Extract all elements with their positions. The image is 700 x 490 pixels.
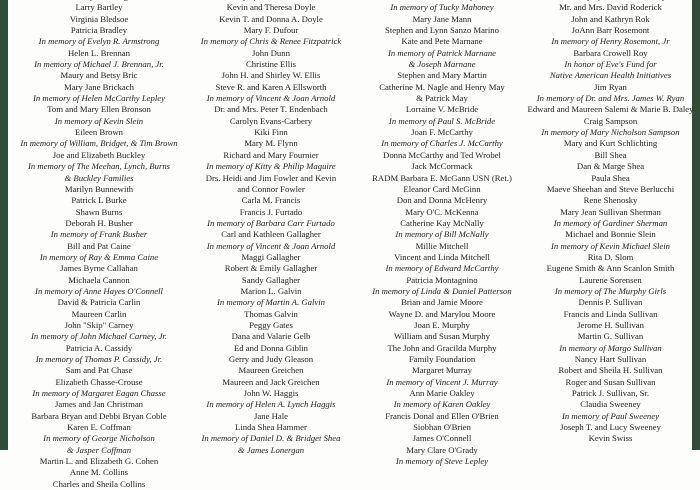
memorial-note: Native American Health Initiatives <box>549 70 672 81</box>
donor-name: James Byrne Callahan <box>60 263 138 274</box>
donor-name: John and Kathryn Rok <box>571 13 650 24</box>
donor-name: Marilyn Bunnewith <box>64 183 134 194</box>
memorial-note: In memory of Kevin Michael Slein <box>551 240 670 251</box>
donor-name: Joseph T. and Lucy Sweeney <box>560 422 661 433</box>
donor-name: Paula Shea <box>591 172 630 183</box>
donor-name: Mary F. Dufour <box>243 25 299 36</box>
donor-name: Donna McCarthy and Ted Wrobel <box>383 149 501 160</box>
memorial-note: In memory of Vincent & Joan Arnold <box>206 240 336 251</box>
donor-name: Francis Donal and Ellen O'Brien <box>385 410 499 421</box>
donor-name: David & Patricia Carlin <box>57 297 141 308</box>
donor-name: Helen L. Brennan <box>68 47 130 58</box>
donor-name: Christine Ellis <box>246 59 296 70</box>
donor-name: William and Susan Murphy <box>394 331 490 342</box>
memorial-note: & James Lonergan <box>237 444 305 455</box>
donor-name: and Connor Fowler <box>237 183 305 194</box>
donor-name: Maureen Greichen <box>238 365 304 376</box>
donor-name: Patricia Montagnino <box>406 274 478 285</box>
memorial-note: In memory of Thomas P. Cassidy, Jr. <box>35 354 163 364</box>
donor-name: & Patrick May <box>416 93 468 104</box>
donor-name: Maury and Betsy Bric <box>60 70 138 81</box>
donor-name: Vincent and Linda Mitchell <box>394 251 490 262</box>
donor-name: Brian and Jamie Moore <box>401 297 483 308</box>
donor-name: Karen E. Coffman <box>67 422 131 433</box>
donor-name: Wayne D. and Marylou Moore <box>388 308 496 319</box>
donor-name: Patrick J. Sullivan, Sr. <box>571 388 650 399</box>
memorial-note: In memory of Dr. and Mrs. James W. Ryan <box>536 93 685 104</box>
donor-name: Eileen Brown <box>74 127 123 138</box>
memorial-note: & Buckley Families <box>64 172 134 183</box>
donor-name: Patricia A. Cassidy <box>65 342 133 353</box>
memorial-note: In memory of Bill McNally <box>395 229 489 240</box>
memorial-note: In memory of Karen Oakley <box>393 399 491 410</box>
donor-name: John "Skip" Carney <box>64 319 134 330</box>
donor-name: Rene Shenosky <box>583 195 638 206</box>
memorial-note: In memory of Vincent & Joan Arnold <box>206 93 336 104</box>
donor-name: Barbara Bryan and Debbi Bryan Coble <box>31 410 167 421</box>
donor-name: Mary M. Flynn <box>244 138 298 149</box>
donor-name: Richard and Mary Fournier <box>223 149 319 160</box>
donor-name: Dr. and Mrs. Peter T. Endenbach <box>214 104 328 115</box>
donor-name: Francis and Linda Sullivan <box>563 308 658 319</box>
memorial-note: In honor of Eve's Fund for <box>564 59 657 70</box>
memorial-note: In memory of Helen A. Lynch Haggis <box>206 399 336 410</box>
memorial-note: In memory of Daniel D. & Bridget Shea <box>201 433 341 444</box>
donor-name: Family Foundation <box>408 354 476 364</box>
memorial-note: In memory of William, Bridget, & Tim Brown <box>20 138 178 149</box>
donor-name: Sam and Pat Chase <box>65 365 133 376</box>
donor-name: Claudia Sweeney <box>580 399 641 410</box>
right-border-bar <box>692 0 700 450</box>
donor-name: Deborah H. Busher <box>65 217 133 228</box>
donor-name: Kiki Finn <box>254 127 288 138</box>
donor-name: Carl and Kathleen Gallagher <box>221 229 321 240</box>
donor-name: Gerry and Judy Gleason <box>228 354 314 364</box>
memorial-note: In memory of Gardiner Sherman <box>553 217 668 228</box>
memorial-note: In memory of Patrick Marnane <box>387 47 497 58</box>
donor-column-3 <box>358 0 526 467</box>
donor-name: JoAnn Barr Rosemont <box>571 25 650 36</box>
donor-name: Jack McCormack <box>411 161 473 172</box>
memorial-note: In memory of Barbara Carr Furtado <box>207 217 335 228</box>
donor-name: John W. Haggis <box>243 388 299 399</box>
donor-name: Michaela Cannon <box>68 274 130 285</box>
donor-name: Bill Shea <box>594 149 627 160</box>
donor-name: Patrick L Burke <box>71 195 127 206</box>
memorial-note: In memory of The Meehan, Lynch, Burns <box>27 161 171 172</box>
donor-name: Mary O'C. McKenna <box>405 206 479 217</box>
donor-name: Mary Jean Sullivan Sherman <box>560 206 661 217</box>
donor-name: Ed and Donna Giblin <box>233 342 309 353</box>
donor-name: Eleanor Card McGinn <box>403 183 481 194</box>
donor-name: Siobhan O'Brien <box>413 422 471 433</box>
donor-name: Maggi Gallagher <box>241 251 301 262</box>
donor-name: Drs. Heidi and Jim Fowler and Kevin <box>205 172 337 183</box>
donor-name: Michael and Bonnie Slein <box>565 229 656 240</box>
donor-column-4 <box>528 0 693 445</box>
donor-name: John Dunn <box>252 47 290 58</box>
donor-name: Craig Sampson <box>583 115 638 126</box>
donor-name: Linda Shea Hammer <box>235 422 307 433</box>
donor-name: Eugene Smith & Ann Scanlon Smith <box>546 263 675 274</box>
donor-name: Don and Donna McHenry <box>396 195 488 206</box>
memorial-note: In memory of Edward McCarthy <box>385 263 499 274</box>
donor-name: Patricia Bradley <box>70 25 128 36</box>
donor-name: Margaret Murray <box>412 365 472 376</box>
memorial-note: In memory of George Nicholson <box>43 433 155 444</box>
donor-name: Carolyn Evans-Carbery <box>229 115 313 126</box>
donor-name: Joan F. McCarthy <box>411 127 473 138</box>
donor-name: Anne M. Collins <box>69 467 129 478</box>
memorial-note: In memory of Margaret Eagan Chasse <box>32 388 166 399</box>
memorial-note: In memory of John Michael Carney, Jr. <box>30 331 168 342</box>
donor-name: Joe and Elizabeth Buckley <box>52 149 146 160</box>
memorial-note: In memory of Anne Hayes O'Connell <box>35 285 163 296</box>
donor-name: Charles and Sheila Collins <box>52 478 146 489</box>
donor-name: Catherine Kay McNally <box>400 217 484 228</box>
donor-column-1 <box>14 0 184 490</box>
donor-name: Stephen and Lynn Sanzo Marino <box>385 25 499 36</box>
donor-name: Joan E. Murphy <box>414 319 470 330</box>
donor-name: Jim Ryan <box>594 81 627 92</box>
donor-name: Roger and Susan Sullivan <box>565 376 656 387</box>
donor-name: Virginia Bledsoe <box>69 13 129 24</box>
memorial-note: In memory of Steve Lepley <box>395 456 489 467</box>
memorial-note: In memory of Vincent J. Murray <box>386 376 498 387</box>
donor-name: Mary Clare O'Grady <box>406 444 478 455</box>
donor-name: Kate and Pete Marnane <box>401 36 483 47</box>
donor-name: James and Jan Christman <box>54 399 144 410</box>
donor-name: Marion L. Galvin <box>240 285 302 296</box>
donor-name: Sandy Gallagher <box>241 274 301 285</box>
donor-name: Peggy Gates <box>249 319 293 330</box>
memorial-note: In memory of Michael J. Brennan, Jr. <box>34 59 164 70</box>
donor-name: Robert & Emily Gallagher <box>224 263 318 274</box>
donor-name: Mr. and Mrs. David Roderick <box>559 2 662 13</box>
donor-name: RADM Barbara E. McGann USN (Ret.) <box>372 172 512 183</box>
memorial-note: In memory of Helen McCarthy Lepley <box>33 93 165 104</box>
donor-name: Robert and Sheila H. Sullivan <box>558 365 663 376</box>
memorial-note: In memory of Evelyn R. Armstrong <box>38 36 160 47</box>
donor-name: Lorraine V. McBride <box>405 104 479 115</box>
donor-name: Jane Hale <box>253 410 288 421</box>
donor-name: Bill and Pat Caine <box>67 240 131 251</box>
memorial-note: In memory of Mary Nicholson Sampson <box>541 127 680 138</box>
donor-name: Catherine M. Nagle and Henry May <box>379 81 505 92</box>
donor-name: Jerome H. Sullivan <box>577 319 644 330</box>
donor-name: Maureen and Jack Greichen <box>222 376 320 387</box>
donor-name: Martin L. and Elizabeth G. Cohen <box>39 456 159 467</box>
memorial-note: In memory of The Murphy Girls <box>554 285 667 296</box>
donor-name: Mary and Kurt Schlichting <box>563 138 658 149</box>
donor-name: Tom and Mary Ellen Bronson <box>47 104 151 115</box>
donor-name: Dennis P. Sullivan <box>578 297 643 308</box>
donor-name: Nancy Hart Sullivan <box>574 354 647 364</box>
donor-name: Millie Mitchell <box>415 240 469 251</box>
memorial-note: In memory of Margo Sullivan <box>559 342 662 353</box>
donor-column-2 <box>186 0 356 456</box>
donor-name: Edward and Maureen Salemi & Marie B. Daley <box>527 104 694 115</box>
donor-name: Kevin and Theresa Doyle <box>226 2 316 13</box>
memorial-note: In memory of Paul S. McBride <box>388 115 496 126</box>
donor-name: Maeve Sheehan and Steve Berlucchi <box>546 183 675 194</box>
memorial-note: In memory of Martin A. Galvin <box>217 297 325 308</box>
donor-name: Laurene Sorensen <box>579 274 642 285</box>
donor-name: John H. and Shirley W. Ellis <box>221 70 321 81</box>
donor-name: Dan & Marge Shea <box>576 161 645 172</box>
memorial-note: In memory of Paul Sweeney <box>562 410 659 421</box>
donor-name: Mary Jane Mann <box>412 13 472 24</box>
donor-name: Kevin Swiss <box>588 433 633 444</box>
donor-name: Martin G. Sullivan <box>577 331 644 342</box>
donor-name: Steve R. and Karen A Ellsworth <box>215 81 327 92</box>
memorial-note: In memory of Charles J. McCarthy <box>381 138 503 149</box>
memorial-note: In memory of Kitty & Philip Maguire <box>206 161 336 172</box>
memorial-note: In memory of Chris & Renee Fitzpatrick <box>200 36 342 47</box>
donor-name: Rita D. Slom <box>587 251 634 262</box>
memorial-note: In memory of Kevin Slein <box>54 115 144 126</box>
donor-name: The John and Gracilda Murphy <box>387 342 497 353</box>
donor-name: Larry Bartley <box>75 2 123 13</box>
donor-name: James O'Connell <box>412 433 472 444</box>
donor-name: Elizabeth Chasse-Crouse <box>55 376 143 387</box>
donor-name: Maureen Carlin <box>71 308 127 319</box>
donor-name: Thomas Galvin <box>244 308 298 319</box>
memorial-note: In memory of Frank Busher <box>50 229 148 240</box>
left-border-bar <box>0 0 8 450</box>
memorial-note: In memory of Ray & Emma Caine <box>39 251 159 262</box>
memorial-note: & Joseph Marnane <box>408 59 476 70</box>
donor-name: Barbara Crowell Roy <box>573 47 648 58</box>
donor-name: Kevin T. and Donna A. Doyle <box>219 13 323 24</box>
donor-name: Carla M. Francis <box>241 195 301 206</box>
donor-name: Dana and Valarie Gelb <box>231 331 311 342</box>
donor-name: Ann Marie Oakley <box>409 388 475 399</box>
donor-name: Stephen and Mary Martin <box>397 70 487 81</box>
donor-name: Mary Jane Brickach <box>64 81 134 92</box>
memorial-note: In memory of Tucky Mahoney <box>390 2 494 13</box>
memorial-note: In memory of Henry Rosemont, Jr <box>551 36 670 47</box>
memorial-note: In memory of Linda & Daniel Patterson <box>372 285 512 296</box>
memorial-note: & Jasper Coffman <box>66 444 132 455</box>
donor-name: Francis J. Furtado <box>239 206 303 217</box>
donor-name: Shawn Burns <box>75 206 123 217</box>
